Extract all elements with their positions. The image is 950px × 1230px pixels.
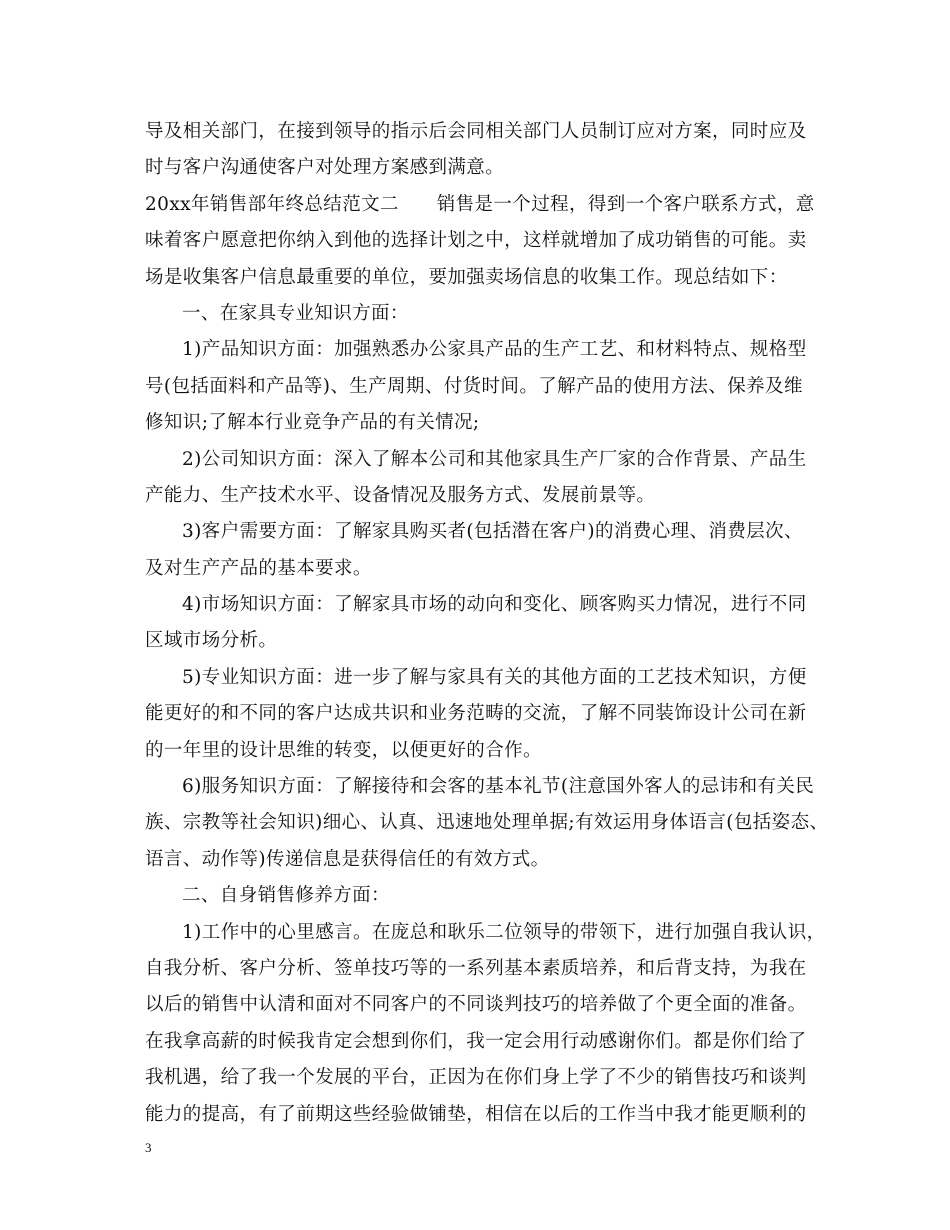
text-line: 自我分析、客户分析、签单技巧等的一系列基本素质培养，和后背支持，为我在 bbox=[145, 957, 807, 979]
text-line: 6)服务知识方面：了解接待和会客的基本礼节(注意国外客人的忌讳和有关民 bbox=[182, 776, 815, 798]
document-body bbox=[145, 114, 829, 1133]
text-line: 以后的销售中认清和面对不同客户的不同谈判技巧的培养做了个更全面的准备。 bbox=[145, 994, 807, 1016]
text-line: 5)专业知识方面：进一步了解与家具有关的其他方面的工艺技术知识，方便 bbox=[182, 666, 807, 688]
text-line: 在我拿高薪的时候我肯定会想到你们，我一定会用行动感谢你们。都是你们给了 bbox=[145, 1030, 807, 1052]
text-line: 二、自身销售修养方面： bbox=[182, 885, 390, 907]
text-line: 产能力、生产技术水平、设备情况及服务方式、发展前景等。 bbox=[145, 484, 656, 506]
text-line: 2)公司知识方面：深入了解本公司和其他家具生产厂家的合作背景、产品生 bbox=[182, 448, 807, 470]
text-line: 导及相关部门，在接到领导的指示后会同相关部门人员制订应对方案，同时应及 bbox=[145, 121, 807, 142]
text-line: 族、宗教等社会知识)细心、认真、迅速地处理单据;有效运用身体语言(包括姿态、 bbox=[145, 812, 829, 834]
text-line: 时与客户沟通使客户对处理方案感到满意。 bbox=[145, 157, 505, 179]
text-line: 1)工作中的心里感言。在庞总和耿乐二位领导的带领下，进行加强自我认识， bbox=[182, 921, 826, 943]
text-line: 我机遇，给了我一个发展的平台，正因为在你们身上学了不少的销售技巧和谈判 bbox=[145, 1067, 807, 1089]
text-line: 能力的提高，有了前期这些经验做铺垫，相信在以后的工作当中我才能更顺利的 bbox=[145, 1103, 807, 1125]
text-line: 的一年里的设计思维的转变，以便更好的合作。 bbox=[145, 739, 542, 761]
text-line: 语言、动作等)传递信息是获得信任的有效方式。 bbox=[145, 848, 550, 870]
text-line: 号(包括面料和产品等)、生产周期、付货时间。了解产品的使用方法、保养及维 bbox=[145, 375, 803, 397]
page-number: 3 bbox=[145, 1140, 152, 1155]
text-line: 味着客户愿意把你纳入到他的选择计划之中，这样就增加了成功销售的可能。卖 bbox=[145, 230, 807, 252]
text-line: 4)市场知识方面：了解家具市场的动向和变化、顾客购买力情况，进行不同 bbox=[182, 594, 807, 616]
text-line: 及对生产产品的基本要求。 bbox=[145, 557, 372, 579]
text-line: 3)客户需要方面：了解家具购买者(包括潜在客户)的消费心理、消费层次、 bbox=[182, 521, 803, 543]
text-line: 修知识;了解本行业竞争产品的有关情况; bbox=[145, 412, 480, 434]
text-line: 能更好的和不同的客户达成共识和业务范畴的交流，了解不同装饰设计公司在新 bbox=[145, 703, 807, 725]
text-line: 一、在家具专业知识方面： bbox=[182, 302, 409, 324]
text-line: 20xx年销售部年终总结范文二 销售是一个过程，得到一个客户联系方式，意 bbox=[145, 193, 815, 215]
text-line: 场是收集客户信息最重要的单位，要加强卖场信息的收集工作。现总结如下： bbox=[145, 266, 788, 288]
text-line: 区域市场分析。 bbox=[145, 630, 278, 652]
text-line: 1)产品知识方面：加强熟悉办公家具产品的生产工艺、和材料特点、规格型 bbox=[182, 339, 807, 361]
